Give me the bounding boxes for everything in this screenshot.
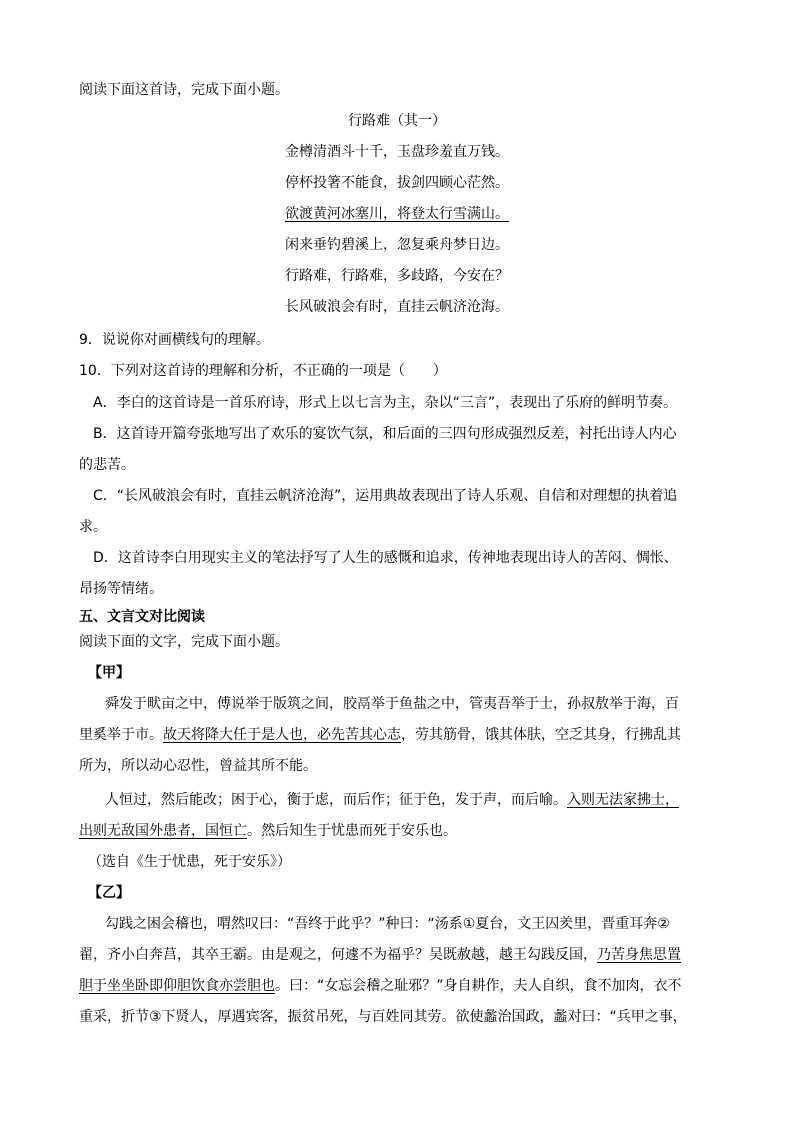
poem-instruction: 阅读下面这首诗，完成下面小题。 xyxy=(79,82,289,98)
passage-jia-line xyxy=(79,821,457,841)
poem-line-underlined: 欲渡黄河冰塞川，将登太行雪满山。 xyxy=(285,206,509,222)
question-9: 9．说说你对画横线句的理解。 xyxy=(79,332,270,348)
text-run: 人恒过，然后能改；困于心，衡于虑，而后作；征于色，发于声，而后喻。 xyxy=(105,792,567,808)
text-run: 。曰：“女忘会稽之耻邪？”身自耕作，夫人自织，食不加肉，衣不 xyxy=(275,978,682,994)
section-heading: 五、文言文对比阅读 xyxy=(79,609,205,625)
poem-line: 行路难，行路难，多歧路，今安在？ xyxy=(285,268,509,284)
underlined-sentence: 出则无敌国外患者，国恒亡 xyxy=(79,823,247,839)
option-b-line1: B．这首诗开篇夸张地写出了欢乐的宴饮气氛，和后面的三四句形成强烈反差，衬托出诗人内心 xyxy=(93,426,677,442)
passage-yi-line xyxy=(79,945,681,965)
text-run: ，劳其筋骨，饿其体肤，空乏其身，行拂乱其 xyxy=(401,727,681,743)
text-run: 。然后知生于忧患而死于安乐也。 xyxy=(247,823,457,839)
question-10-stem: 10．下列对这首诗的理解和分析，不正确的一项是（ ） xyxy=(79,363,447,379)
passage-jia-line xyxy=(79,725,681,745)
poem-line: 停杯投箸不能食，拔剑四顾心茫然。 xyxy=(285,175,509,191)
passage-jia-line xyxy=(105,790,679,810)
passage-yi-line: 重采，折节③下贤人，厚遇宾客，振贫吊死，与百姓同其劳。欲使蠡治国政，蠡对曰：“兵甲之事， xyxy=(79,1009,687,1025)
passage-jia-line: 所为，所以动心忍性，曾益其所不能。 xyxy=(79,758,317,774)
option-c-line2: 求。 xyxy=(79,519,107,535)
passage-jia-line: 舜发于畎亩之中，傅说举于版筑之间，胶鬲举于鱼盐之中，管夷吾举于士，孙叔敖举于海，百 xyxy=(105,696,679,712)
text-run: 里奚举于市。 xyxy=(79,727,163,743)
underlined-sentence: 入则无法家拂士， xyxy=(567,792,679,808)
option-d-line1: D．这首诗李白用现实主义的笔法抒写了人生的感慨和追求，传神地表现出诗人的苦闷、惆怅、 xyxy=(93,550,678,566)
passage-jia-source: （选自《生于忧患，死于安乐》） xyxy=(88,854,291,870)
poem-line: 金樽清酒斗十千，玉盘珍羞直万钱。 xyxy=(285,144,509,160)
text-run: 翟，齐小白奔莒，其卒王霸。由是观之，何遽不为福乎？吴既赦越，越王勾践反国， xyxy=(79,947,597,963)
poem-line: 长风破浪会有时，直挂云帆济沧海。 xyxy=(285,299,509,315)
passage-yi-line: 勾践之困会稽也，喟然叹曰：“吾终于此乎？”种曰：“汤系①夏台，文王囚羑里，晋重耳奔② xyxy=(105,916,670,932)
passage-jia-label: 【甲】 xyxy=(88,665,130,681)
underlined-sentence: 胆于坐坐卧即仰胆饮食亦尝胆也 xyxy=(79,978,275,994)
passage-yi-label: 【乙】 xyxy=(88,885,130,901)
passage-instruction: 阅读下面的文字，完成下面小题。 xyxy=(79,634,289,650)
poem-title: 行路难（其一） xyxy=(348,113,446,129)
option-c-line1: C．“长风破浪会有时，直挂云帆济沧海”，运用典故表现出了诗人乐观、自信和对理想的执着追 xyxy=(93,488,678,504)
passage-yi-line xyxy=(79,976,682,996)
option-b-line2: 的悲苦。 xyxy=(79,457,135,473)
underlined-sentence: 乃苦身焦思置 xyxy=(597,947,681,963)
underlined-sentence: 故天将降大任于是人也，必先苦其心志 xyxy=(163,727,401,743)
option-d-line2: 昂扬等情绪。 xyxy=(79,581,163,597)
option-a: A．李白的这首诗是一首乐府诗，形式上以七言为主，杂以“三言”，表现出了乐府的鲜明节奏。 xyxy=(93,395,678,411)
poem-line: 闲来垂钓碧溪上，忽复乘舟梦日边。 xyxy=(285,237,509,253)
